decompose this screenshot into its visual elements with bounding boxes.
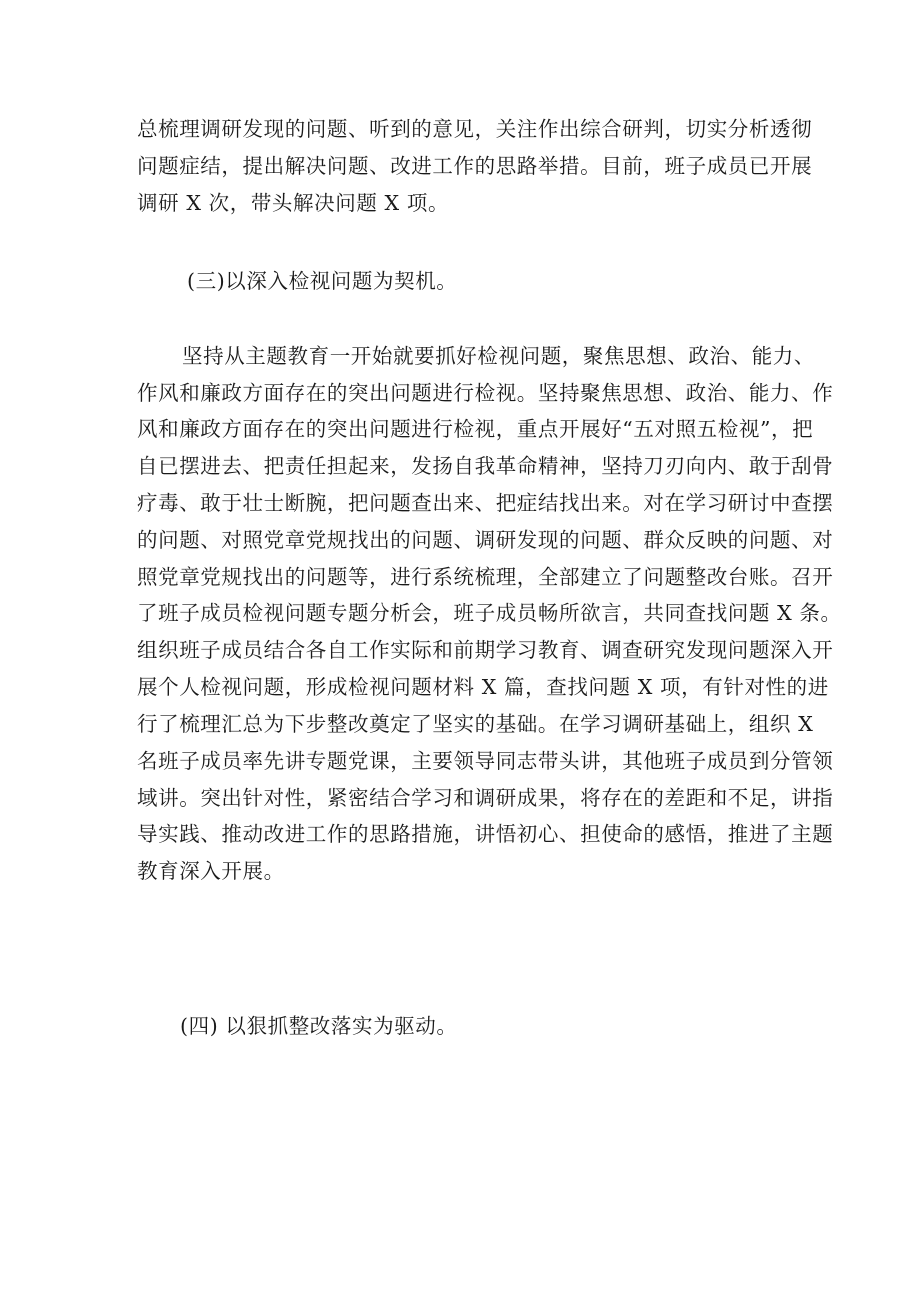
paragraph-line: 疗毒、敢于壮士断腕，把问题查出来、把症结找出来。对在学习研讨中查摆 bbox=[137, 491, 834, 515]
paragraph-line: 的问题、对照党章党规找出的问题、调研发现的问题、群众反映的问题、对 bbox=[137, 528, 834, 552]
paragraph-line: 照党章党规找出的问题等，进行系统梳理，全部建立了问题整改台账。召开 bbox=[137, 565, 834, 589]
paragraph-line: 名班子成员率先讲专题党课，主要领导同志带头讲，其他班子成员到分管领 bbox=[137, 749, 834, 773]
paragraph-line: 风和廉政方面存在的突出问题进行检视，重点开展好“五对照五检视”，把 bbox=[137, 417, 814, 441]
paragraph-line: 教育深入开展。 bbox=[137, 859, 285, 883]
paragraph-line: 行了梳理汇总为下步整改奠定了坚实的基础。在学习调研基础上，组织 X bbox=[137, 712, 814, 736]
paragraph-line: 了班子成员检视问题专题分析会，班子成员畅所欲言，共同查找问题 X 条。 bbox=[137, 601, 842, 625]
paragraph-line: 作风和廉政方面存在的突出问题进行检视。坚持聚焦思想、政治、能力、作 bbox=[137, 381, 834, 405]
section-heading-4: (四) 以狠抓整改落实为驱动。 bbox=[180, 1014, 458, 1038]
paragraph-line: 坚持从主题教育一开始就要抓好检视问题，聚焦思想、政治、能力、 bbox=[182, 344, 815, 368]
paragraph-line: 问题症结，提出解决问题、改进工作的思路举措。目前，班子成员已开展 bbox=[137, 154, 813, 178]
paragraph-line: 展个人检视问题，形成检视问题材料 X 篇，查找问题 X 项，有针对性的进 bbox=[137, 675, 829, 699]
paragraph-line: 自已摆进去、把责任担起来，发扬自我革命精神，坚持刀刃向内、敢于刮骨 bbox=[137, 454, 834, 478]
paragraph-line: 域讲。突出针对性，紧密结合学习和调研成果，将存在的差距和不足，讲指 bbox=[137, 786, 834, 810]
paragraph-line: 组织班子成员结合各自工作实际和前期学习教育、调查研究发现问题深入开 bbox=[137, 638, 834, 662]
paragraph-line: 总梳理调研发现的问题、听到的意见，关注作出综合研判，切实分析透彻 bbox=[137, 117, 813, 141]
section-heading-3: (三)以深入检视问题为契机。 bbox=[187, 269, 458, 293]
paragraph-line: 导实践、推动改进工作的思路措施，讲悟初心、担使命的感悟，推进了主题 bbox=[137, 822, 834, 846]
paragraph-line: 调研 X 次，带头解决问题 X 项。 bbox=[137, 191, 450, 215]
